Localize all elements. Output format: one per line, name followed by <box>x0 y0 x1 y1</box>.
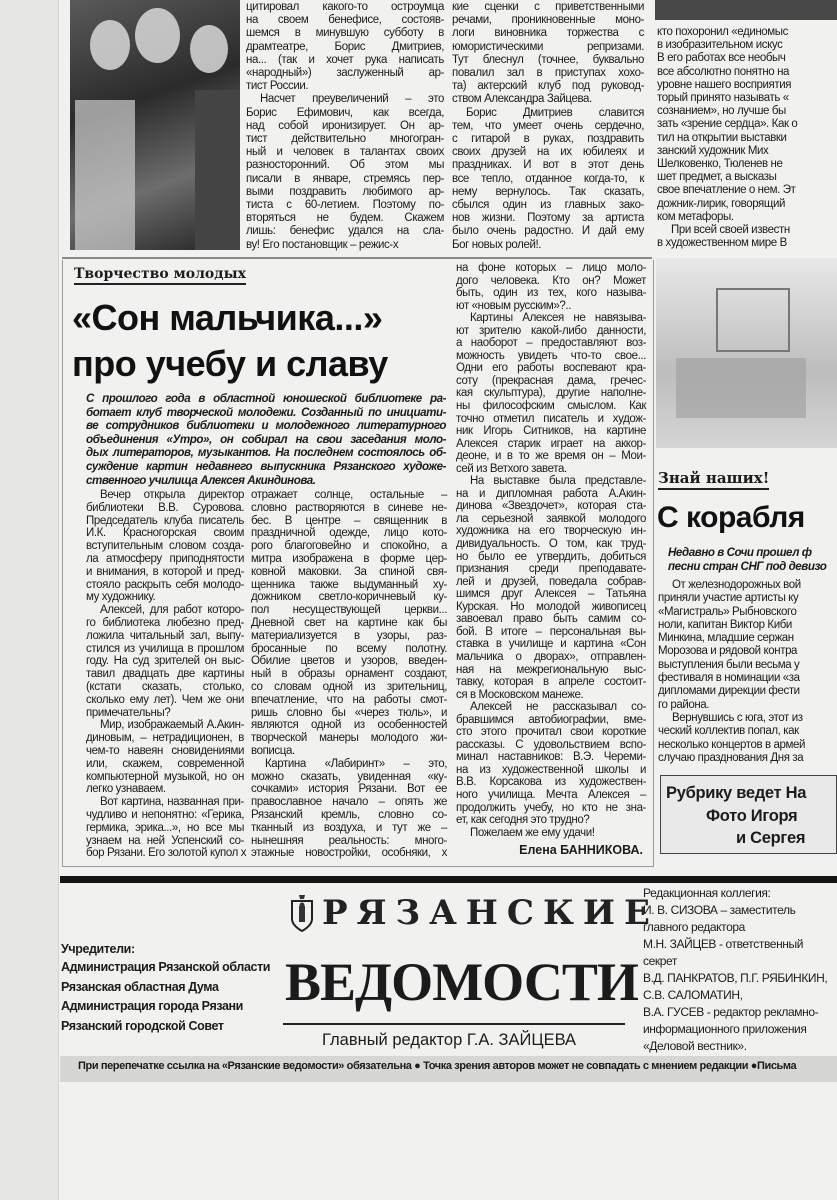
text-line: ком метафоры. <box>657 210 734 223</box>
top-story-col-1 <box>246 1 444 252</box>
founders-title: Учредители: <box>61 942 135 956</box>
text-line: сколько ему лет). Чем же они <box>86 693 244 706</box>
text-line: ся в Московском манеже. <box>456 688 584 701</box>
text-line: занский художник Мих <box>657 144 769 157</box>
text-line: Обилие цветов и узоров, введен- <box>251 655 447 668</box>
text-line: Алексея старик играет на аккор- <box>456 437 646 450</box>
text-line: ла серьезной заявкой молодого <box>456 512 646 525</box>
text-line: диновым, – нетрадиционен, в <box>86 732 244 745</box>
text-line: своих друзей на их юбилеях и <box>452 146 644 159</box>
text-line: гермика, эрика...», но все мы <box>86 821 244 834</box>
logo-underline <box>283 1023 625 1025</box>
text-line: художника на его творческую ин- <box>456 525 646 538</box>
founder: Администрация города Рязани <box>61 999 243 1013</box>
text-line: ковной маковки. За спиной свя- <box>251 565 447 578</box>
text-line: бес. В центре – священник в <box>251 514 447 527</box>
text-line: библиотеки В.В. Суровова. <box>86 501 244 514</box>
text-line: можно сказать, увиденная «ку- <box>251 770 447 783</box>
text-line: ны философским смыслом. Как <box>456 400 646 413</box>
text-line: При всей своей известн <box>671 224 790 237</box>
text-line: продолжить учебу, но кто не зна- <box>456 801 646 814</box>
rubric-line-3: и Сергея <box>736 829 806 847</box>
board-line: В.Д. ПАНКРАТОВ, П.Г. РЯБИНКИН, <box>643 971 828 985</box>
text-line: ная на межрегиональную выс- <box>456 663 646 676</box>
chief-editor: Главный редактор Г.А. ЗАЙЦЕВА <box>322 1031 577 1049</box>
text-line: Рязанский кремль, словно со- <box>251 808 447 821</box>
text-line: ву! Его постановщик – режис-x <box>246 238 399 251</box>
text-line: ник Игорь Ситников, на картине <box>456 425 646 438</box>
text-line: Дневной свет на картине как бы <box>251 616 447 629</box>
text-line: году. На суд зрителей он выс- <box>86 655 244 668</box>
text-line: ством Александра Зайцева. <box>452 93 592 106</box>
text-line: уровне нашего восприятия <box>657 78 792 91</box>
text-line: бросанные по всему полотну. <box>251 642 447 655</box>
rubric-line-1: Рубрику ведет На <box>666 784 807 802</box>
text-line: на... (так и хочет рука написать <box>246 53 444 66</box>
text-line: го района. <box>658 698 710 711</box>
side-section-label: Знай наших! <box>658 469 769 490</box>
text-line: дожник-лирик, говорящий <box>657 197 785 210</box>
text-line: дожником светло-коричневый ку- <box>251 591 447 604</box>
text-line: ственного училища Алексея Акиндинова. <box>86 473 316 487</box>
text-line: торый принято называть « <box>657 92 789 105</box>
text-line: го библиотека любезно пред- <box>86 616 244 629</box>
text-line: минал наставников: В.Э. Череми- <box>456 751 646 764</box>
text-line: лей и друзей, поведала собрав- <box>456 575 646 588</box>
editorial-board <box>643 885 835 1055</box>
text-line: все абсолютно понятно на <box>657 65 790 78</box>
text-line: суждение картин недавнего выпускника Рязанского художе- <box>86 459 446 473</box>
text-line: со словам одной из зрительниц, <box>251 680 447 693</box>
founder: Рязанский городской Совет <box>61 1018 224 1033</box>
text-line: праздниках. И вот в этот день <box>452 159 644 172</box>
text-line: быть, один из тех, кого называ- <box>456 287 646 300</box>
text-line: речами, проникновенные моно- <box>452 14 644 27</box>
text-line: тиста с 60-летием. Поэтому по- <box>246 199 444 212</box>
text-line: Пожелаем же ему удачи! <box>470 826 595 839</box>
text-line: стояло раскрыть себя молодо- <box>86 578 244 591</box>
cut-headline <box>655 0 837 20</box>
text-line: ла атмосферу приподнятости <box>86 552 244 565</box>
text-line: православное начало – опять же <box>251 796 447 809</box>
founder: Рязанская областная Дума <box>61 979 219 994</box>
scan-margin <box>0 0 59 1200</box>
text-line: логи виновника торжества с <box>452 27 644 40</box>
text-line: словно растворяются в синеве не- <box>251 501 447 514</box>
text-line: ботает клуб творческой молодежи. Созданный по инициати- <box>86 405 446 419</box>
text-line: шет предмет, а высказы <box>657 171 777 184</box>
article-col-2 <box>251 489 447 860</box>
text-line: на и дипломная работа А.Акин- <box>456 487 646 500</box>
text-line: Вечер открыла директор <box>100 489 244 501</box>
text-line: бравшимся автобиографии, вме- <box>456 713 646 726</box>
section-label: Творчество молодых <box>74 266 246 285</box>
text-line: Вот картина, названная при- <box>100 796 244 809</box>
text-line: на фоне которых – лицо моло- <box>456 262 646 274</box>
text-line: кто похоронил «единомыс <box>657 26 789 38</box>
right-story-col <box>657 26 835 250</box>
text-line: ческий коллектив попал, как <box>658 725 799 738</box>
text-line: дого человека. Кто он? Может <box>456 274 646 287</box>
text-line: песни стран СНГ под девизо <box>668 559 827 573</box>
text-line: «Магистраль» Рыбновского <box>658 605 797 618</box>
text-line: выми поздравить любимого ар- <box>246 185 444 198</box>
text-line: материализуется в узоры, раз- <box>251 629 447 642</box>
text-line: Председатель клуба писатель <box>86 514 244 527</box>
text-line: динова «Звездочет», которая ста- <box>456 500 646 513</box>
text-line: Бог новых ролей!. <box>452 238 542 251</box>
coat-of-arms-icon <box>287 893 317 933</box>
text-line: узнаем на ней Успенский со- <box>86 834 244 847</box>
article-headline-line-2: про учебу и славу <box>72 343 388 384</box>
text-line: ют зрителю какой-либо данности, <box>456 324 646 337</box>
text-line: компьютерной музыкой, но он <box>86 770 244 783</box>
text-line: ет, как сегодня это трудно? <box>456 814 590 827</box>
article-lead <box>86 392 446 487</box>
text-line: Морозова и рядовой контра <box>658 645 798 658</box>
text-line: сочками» история Рязани. Вот ее <box>251 783 447 796</box>
text-line: ного училища. Мечта Алексея – <box>456 788 646 801</box>
text-line: примечательны? <box>86 706 171 719</box>
text-line: являются одной из особенностей <box>251 719 447 732</box>
founder: Администрация Рязанской области <box>61 960 271 974</box>
masthead-rule <box>60 876 837 883</box>
text-line: случаю празднования Дня за <box>658 751 804 764</box>
text-line: тил на открытии выставки <box>657 131 787 144</box>
board-line: В.А. ГУСЕВ - редактор рекламно- <box>643 1005 819 1019</box>
text-line: шимся друг Алексея – Татьяна <box>456 588 646 601</box>
text-line: Тут блеснул (точнее, буквально <box>452 53 644 66</box>
text-line: выступления были весьма у <box>658 658 800 671</box>
article-col-1 <box>86 489 247 860</box>
board-line: М.Н. ЗАЙЦЕВ - ответственный секрет <box>643 937 804 968</box>
text-line: или, скажем, современной <box>86 757 244 770</box>
text-line: над собой иронизирует. Он ар- <box>246 119 444 132</box>
article-headline-line-1: «Сон мальчика...» <box>72 297 383 338</box>
text-line: впечатление, что на работы смот- <box>251 693 447 706</box>
text-line: творческой манеры молодого жи- <box>251 732 447 745</box>
text-line: тист России. <box>246 80 309 93</box>
text-line: дипломами дирекции фести <box>658 685 800 698</box>
text-line: сбылся один из главных зако- <box>452 199 644 212</box>
text-line: В.В. Корсакова из художествен- <box>456 776 646 789</box>
board-line: И. В. СИЗОВА – заместитель <box>643 903 796 917</box>
text-line: приняли участие артисты ку <box>658 592 799 605</box>
text-line: несколько концертов в армей <box>658 738 806 751</box>
text-line: ют «новым русским»?.. <box>456 299 571 312</box>
board-title: Редакционная коллегия: <box>643 886 771 900</box>
text-line: рассказы. С удовольствием вспо- <box>456 738 646 751</box>
text-line: сей из Ветхого завета. <box>456 462 567 475</box>
text-line: тканный из воздуха, и тут же – <box>251 821 447 834</box>
text-line: было очень радостно. И дай ему <box>452 225 644 238</box>
text-line: повалил зал в приступах хохо- <box>452 67 644 80</box>
text-line: вописца. <box>251 744 295 757</box>
logo-main: ВЕДОМОСТИ <box>285 952 638 1012</box>
rubric-box <box>660 775 837 854</box>
text-line: лишь: бенефис удался на сла- <box>246 225 444 238</box>
text-line: на из художественной школы и <box>456 763 646 776</box>
text-line: щенника также выдуманный ху- <box>251 578 447 591</box>
text-line: драмтеатре, Борис Дмитриев, <box>246 40 444 53</box>
text-line: дых литераторов, музыкантов. На последнем состоялось об- <box>86 446 446 460</box>
text-line: нов жизни. Поэтому за артиста <box>452 212 644 225</box>
side-headline: С корабля <box>657 501 805 534</box>
text-line: на своем бенефисе, состояв- <box>246 14 444 27</box>
text-line: (кстати сказать, столько, <box>86 680 244 693</box>
text-line: писали в январе, стремясь пер- <box>246 172 444 185</box>
text-line: С прошлого года в областной юношеской библиотеке ра- <box>86 392 446 405</box>
text-line: можность увидеть что-то свое... <box>456 349 646 362</box>
text-line: вступительным словом созда- <box>86 540 244 553</box>
side-body <box>658 579 835 765</box>
article-author: Елена БАННИКОВА. <box>519 843 643 857</box>
side-photo <box>656 258 837 448</box>
text-line: соту (прекрасная дама, гречес- <box>456 374 646 387</box>
text-line: Мир, изображаемый А.Акин- <box>100 719 244 732</box>
text-line: митра изображена в форме цер- <box>251 552 447 565</box>
text-line: Картина «Лабиринт» – это, <box>265 757 447 770</box>
founders <box>61 940 270 1036</box>
text-line: тавил двадцать две картины <box>86 668 244 681</box>
text-line: Вернувшись с юга, этот из <box>672 711 803 724</box>
board-line: главного редактора <box>643 920 745 934</box>
text-line: и внимания, в которой и пред- <box>86 565 244 578</box>
text-line: та) актерский клуб под руковод- <box>452 80 644 93</box>
rubric-line-2: Фото Игоря <box>706 807 798 825</box>
text-line: юмористическими репризами. <box>452 40 644 53</box>
text-line: ноли, капитан Виктор Киби <box>658 618 792 631</box>
text-line: рого благоговейно и спокойно, а <box>251 540 447 553</box>
text-line: ве сотрудников библиотеки и молодежного литературного <box>86 419 446 433</box>
text-line: бой. В итоге – персональная вы- <box>456 625 646 638</box>
text-line: кая скульптура), другие наполне- <box>456 387 646 400</box>
text-line: кие сценки с приветственными <box>452 1 644 13</box>
text-line: пол несуществующей церкви... <box>251 604 447 617</box>
text-line: И.К. Красногорская своим <box>86 527 244 540</box>
board-line: С.В. САЛОМАТИН, <box>643 988 743 1002</box>
board-line: «Деловой вестник». <box>643 1039 747 1053</box>
text-line: «народный») заслуженный ар- <box>246 67 444 80</box>
top-story-photo <box>70 0 240 250</box>
text-line: нынешняя реальность: много- <box>251 834 447 847</box>
side-lead <box>668 546 835 573</box>
text-line: зать «зрение сердца». Как о <box>657 118 798 131</box>
text-line: в изобразительном искус <box>657 39 783 52</box>
text-line: признания среди преподавате- <box>456 563 646 576</box>
text-line: стился из училища в прошлом <box>86 642 244 655</box>
text-line: отражает солнце, остальные – <box>251 489 447 501</box>
text-line: Одни его работы воспевают кра- <box>456 362 646 375</box>
text-line: ный и человек в талантах своих <box>246 146 444 159</box>
text-line: Алексей, для работ которо- <box>100 604 244 617</box>
text-line: В его работах все необыч <box>657 52 786 65</box>
text-line: Минкина, младшие сержан <box>658 632 794 645</box>
text-line: а наоборот – предоставляют воз- <box>456 337 646 350</box>
text-line: бор Рязани. Его золотой купол x <box>86 847 247 860</box>
text-line: завоевал право быть самим со- <box>456 613 646 626</box>
text-line: мальчика о дворах», отправлен- <box>456 650 646 663</box>
top-story-col-2 <box>452 1 644 252</box>
text-line: Картины Алексея не навязыва- <box>470 312 646 325</box>
text-line: чем-то навеян сновидениями <box>86 744 244 757</box>
text-line: фестиваля в номинации «за <box>658 672 800 685</box>
text-line: праздничной одежде, лицо кото- <box>251 527 447 540</box>
text-line: На выставке была представле- <box>470 475 646 488</box>
text-line: вторяться не будем. Скажем <box>246 212 444 225</box>
text-line: объединения «Утро», он собирал на свои заседания моло- <box>86 432 446 446</box>
text-line: разносторонний. Об этом мы <box>246 159 444 172</box>
text-line: Шелковенко, Тюленев не <box>657 158 783 171</box>
text-line: в художественном мире В <box>657 237 787 250</box>
text-line: тист действительно многогран- <box>246 133 444 146</box>
text-line: этажные новостройки, особняки, x <box>251 847 447 860</box>
text-line: ный в образы орнамент создают, <box>251 668 447 681</box>
text-line: От железнодорожных вой <box>672 579 801 591</box>
text-line: нему вернулось. Так сказать, <box>452 185 644 198</box>
text-line: все тепло, отданное когда-то, к <box>452 172 644 185</box>
text-line: тавку, которая в апреле состоит- <box>456 676 646 689</box>
text-line: но было ее утвердить, добиться <box>456 550 646 563</box>
text-line: ришь словно бы «через тюль», и <box>251 706 447 719</box>
divider <box>62 257 652 259</box>
text-line: тем, что умеет очень сердечно, <box>452 119 644 132</box>
text-line: чудливо и непонятно: «Герика, <box>86 808 244 821</box>
board-line: информационного приложения <box>643 1022 807 1036</box>
logo-top: РЯЗАНСКИЕ <box>322 893 659 933</box>
text-line: ложила читальный зал, выпу- <box>86 629 244 642</box>
text-line: шемся в минувшую субботу в <box>246 27 444 40</box>
text-line: деоне, и в то же время он – Мои- <box>456 450 646 463</box>
text-line: сознанием», но лучше бы <box>657 105 786 118</box>
text-line: точно отметил писатель и худож- <box>456 412 646 425</box>
footer-band <box>60 1056 837 1082</box>
text-line: Борис Ефимович, как всегда, <box>246 106 444 119</box>
text-line: Курская. Но молодой живописец <box>456 600 646 613</box>
reprint-notice: При перепечатке ссылка на «Рязанские ведомости» обязательна ● Точка зрения авторов может не совпадать с мнением редакции ●Письма <box>78 1060 797 1072</box>
text-line: му художнику. <box>86 591 156 604</box>
text-line: легко узнаваем. <box>86 783 166 796</box>
text-line: дивидуальность. О том, как труд- <box>456 538 646 551</box>
text-line: Борис Дмитриев славится <box>466 106 644 119</box>
text-line: Алексей не рассказывал со- <box>470 701 646 714</box>
text-line: свое впечатление о нем. Эт <box>657 184 796 197</box>
text-line: ставка в училище и картина «Сон <box>456 638 646 651</box>
text-line: цитировал какого-то остроумца <box>246 1 444 13</box>
article-col-3 <box>456 262 646 839</box>
text-line: Насчет преувеличений – это <box>260 93 444 106</box>
text-line: Недавно в Сочи прошел ф <box>668 546 812 559</box>
text-line: с гитарой в руках, поздравить <box>452 133 644 146</box>
text-line: сто этого прочитал свои короткие <box>456 726 646 739</box>
